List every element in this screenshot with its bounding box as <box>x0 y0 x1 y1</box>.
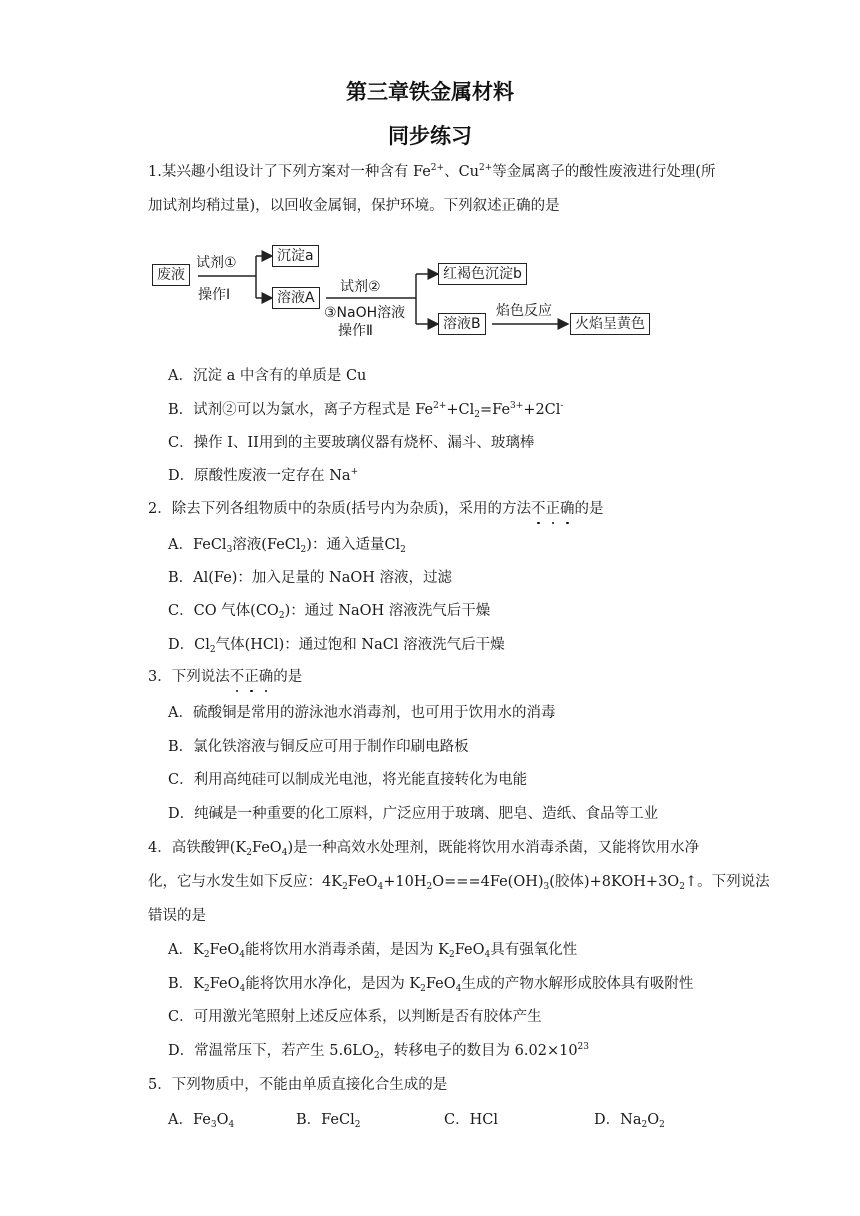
box-solution-a: 溶液A <box>272 287 320 309</box>
box-solution-b: 溶液B <box>438 313 486 335</box>
q5-option-c: C．HCl <box>444 1112 498 1128</box>
q4-option-b: B．$K_2FeO_4$能将饮用水净化，是因为 $K_2FeO_4$生成的产物水解形成胶体具有吸附性 <box>168 976 694 994</box>
q5-option-d: D．$Na_2O_2$ <box>594 1112 665 1130</box>
q1-option-c: C．操作 I、II用到的主要玻璃仪器有烧杯、漏斗、玻璃棒 <box>168 435 535 451</box>
q4-option-c: C．可用激光笔照射上述反应体系，以判断是否有胶体产生 <box>168 1009 542 1025</box>
q1-option-b: B．试剂②可以为氯水，离子方程式是 $Fe^{2+}+Cl_2=Fe^{3+}+2Cl^-$ <box>168 401 564 420</box>
box-precipitate-a: 沉淀a <box>272 245 319 267</box>
q5-option-b: B．FeCl$_2$ <box>296 1112 361 1130</box>
question-4-stem-line2: 化，它与水发生如下反应：$4K_2FeO_4+10H_2O===4Fe(OH)_3$(胶体)$+8KOH+3O_2↑$。下列说法 <box>148 874 770 892</box>
box-red-brown-precipitate-b: 红褐色沉淀b <box>438 263 527 285</box>
question-4-stem: 4．高铁酸钾$(K_2FeO_4)$是一种高效水处理剂，既能将饮用水消毒杀菌，又能将饮用水净 <box>148 840 700 858</box>
q2-option-d: D．$Cl_2$气体(HCl)：通过饱和 NaCl 溶液洗气后干燥 <box>168 637 505 655</box>
q3-option-d: D．纯碱是一种重要的化工原料，广泛应用于玻璃、肥皂、造纸、食品等工业 <box>168 806 659 822</box>
q4-option-a: A．$K_2FeO_4$能将饮用水消毒杀菌，是因为 $K_2FeO_4$具有强氧化性 <box>168 942 578 960</box>
question-2-stem: 2．除去下列各组物质中的杂质(括号内为杂质)，采用的方法不正确的是 <box>148 501 604 517</box>
q1-option-d: D．原酸性废液一定存在 Na+ <box>168 467 359 484</box>
label-operation-2: 操作Ⅱ <box>338 323 373 339</box>
chapter-title: 第三章铁金属材料 <box>346 80 514 104</box>
q1-option-a: A．沉淀 a 中含有的单质是 Cu <box>168 368 367 384</box>
question-3-stem: 3．下列说法不正确的是 <box>148 669 303 685</box>
box-waste-liquid: 废液 <box>152 264 190 286</box>
label-operation-1: 操作Ⅰ <box>198 287 231 303</box>
process-flow-diagram <box>148 236 688 346</box>
label-reagent-2: 试剂② <box>340 279 381 295</box>
q3-option-c: C．利用高纯硅可以制成光电池，将光能直接转化为电能 <box>168 772 528 788</box>
subtitle: 同步练习 <box>388 124 472 148</box>
q3-option-b: B．氯化铁溶液与铜反应可用于制作印刷电路板 <box>168 739 469 755</box>
q2-option-b: B．Al(Fe)：加入足量的 NaOH 溶液，过滤 <box>168 570 453 586</box>
q4-option-d: D．常温常压下，若产生 $5.6LO_2$，转移电子的数目为 $6.02\times 10^{23}$ <box>168 1042 589 1061</box>
q3-option-a: A．硫酸铜是常用的游泳池水消毒剂，也可用于饮用水的消毒 <box>168 705 556 721</box>
q5-option-a: A．$Fe_3O_4$ <box>168 1112 235 1130</box>
label-reagent-3: ③NaOH溶液 <box>324 305 406 321</box>
q2-option-a: A．FeCl$_3$溶液(FeCl$_2$)：通入适量$Cl_2$ <box>168 537 406 555</box>
question-1-stem-line2: 加试剂均稍过量)，以回收金属铜，保护环境。下列叙述正确的是 <box>148 198 560 214</box>
question-4-stem-line3: 错误的是 <box>148 908 206 924</box>
question-5-stem: 5．下列物质中，不能由单质直接化合生成的是 <box>148 1077 448 1093</box>
label-reagent-1: 试剂① <box>196 255 237 271</box>
label-flame-test: 焰色反应 <box>496 303 552 319</box>
question-1-stem: 1.某兴趣小组设计了下列方案对一种含有 $Fe^{2+}$、$Cu^{2+}$等金属离子的酸性废液进行处理(所 <box>148 163 716 180</box>
q2-option-c: C．CO 气体$(CO_2)$：通过 NaOH 溶液洗气后干燥 <box>168 603 491 621</box>
box-yellow-flame: 火焰呈黄色 <box>570 313 650 335</box>
